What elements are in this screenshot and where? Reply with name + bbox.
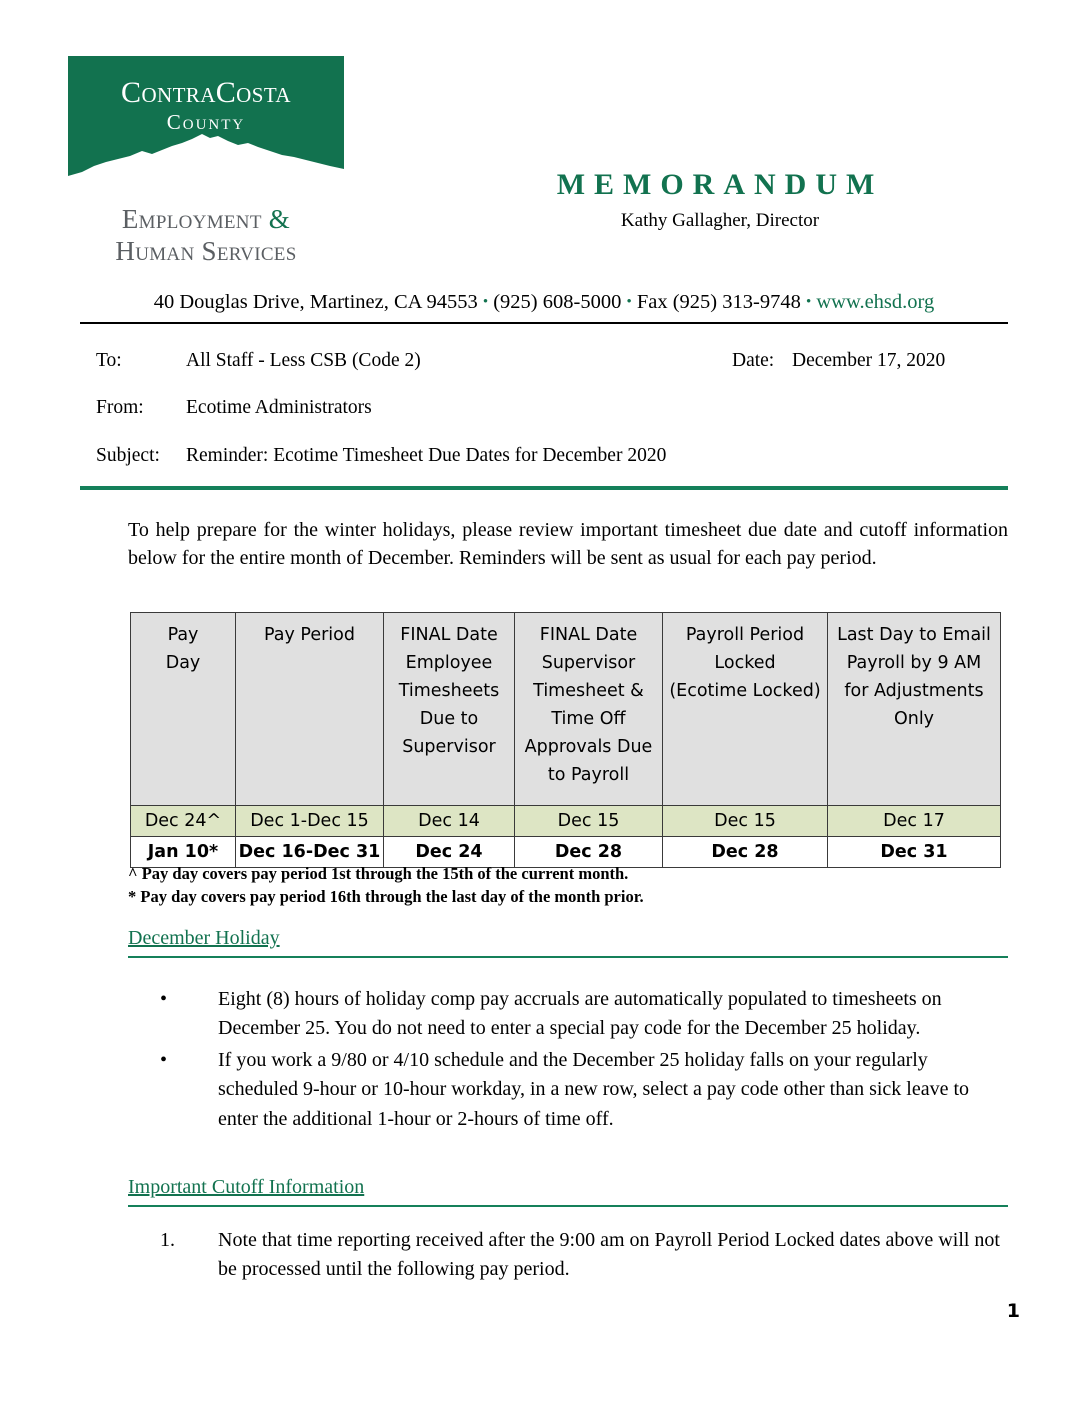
- important-cutoff-numbered-list: [160, 1226, 1010, 1287]
- list-item-text: Eight (8) hours of holiday comp pay accruals are automatically populated to timesheets on December 25. You do not need to enter a special pay code for the December 25 holiday.: [218, 988, 942, 1040]
- table-row: [131, 806, 1001, 837]
- december-holiday-bullet-list: [160, 985, 1010, 1136]
- date-value: December 17, 2020: [792, 350, 946, 371]
- cell-pay-period: Dec 16-Dec 31: [236, 837, 384, 868]
- subject-label: Subject:: [96, 445, 160, 466]
- logo-dept-ampersand: &: [268, 204, 291, 234]
- address-separator-3: •: [805, 294, 812, 310]
- col-header-pay-period: Pay Period: [236, 613, 384, 806]
- to-label: To:: [96, 350, 122, 371]
- section-rule-important-cutoff: [128, 1205, 1008, 1207]
- footnote-asterisk: * Pay day covers pay period 16th through the last day of the month prior.: [128, 887, 644, 907]
- section-heading-december-holiday: December Holiday: [128, 927, 280, 949]
- from-label: From:: [96, 397, 144, 418]
- payroll-schedule-table: [130, 612, 1001, 868]
- cell-supervisor-due: Dec 28: [515, 837, 663, 868]
- header-divider-rule: [80, 322, 1008, 324]
- logo-dept-line1: Employment: [121, 204, 262, 234]
- list-item: [160, 985, 1010, 1044]
- address-street: 40 Douglas Drive, Martinez, CA 94553: [153, 291, 478, 313]
- mountain-silhouette-icon: [68, 132, 344, 194]
- cell-last-day-email: Dec 17: [828, 806, 1001, 837]
- cell-period-locked: Dec 15: [663, 806, 828, 837]
- cell-pay-period: Dec 1-Dec 15: [236, 806, 384, 837]
- logo-mark: [68, 56, 344, 194]
- number-marker: 1.: [160, 1229, 175, 1251]
- agency-address-line: [80, 291, 1008, 314]
- col-header-supervisor-due: FINAL Date Supervisor Timesheet & Time Off Approvals Due to Payroll: [515, 613, 663, 806]
- table-header-row: [131, 613, 1001, 806]
- memorandum-title: MEMORANDUM: [556, 168, 884, 201]
- payroll-schedule-table-wrap: [130, 612, 1000, 868]
- subject-value: Reminder: Ecotime Timesheet Due Dates for December 2020: [186, 445, 667, 466]
- col-header-last-day-email: Last Day to Email Payroll by 9 AM for Adjustments Only: [828, 613, 1001, 806]
- memo-body-divider-rule: [80, 486, 1008, 490]
- cell-period-locked: Dec 28: [663, 837, 828, 868]
- section-rule-december-holiday: [128, 956, 1008, 958]
- address-separator-1: •: [482, 294, 489, 310]
- logo-department-name: [68, 204, 344, 268]
- table-footnotes: [128, 862, 1008, 909]
- list-item: [160, 1046, 1010, 1134]
- date-label: Date:: [732, 350, 775, 371]
- list-item-text: Note that time reporting received after the 9:00 am on Payroll Period Locked dates above will not be processed until the following pay period.: [218, 1229, 1000, 1281]
- to-value: All Staff - Less CSB (Code 2): [186, 350, 421, 371]
- logo-county-name: ContraCosta: [121, 76, 291, 109]
- col-header-pay-day: Pay Day: [131, 613, 236, 806]
- agency-website-link[interactable]: www.ehsd.org: [816, 291, 935, 313]
- address-fax: Fax (925) 313-9748: [636, 291, 801, 313]
- agency-logo: [68, 56, 344, 268]
- list-item-text: If you work a 9/80 or 4/10 schedule and the December 25 holiday falls on your regularly scheduled 9-hour or 10-hour workday, in a new row, select a pay code other than sick leave to enter the additional 1-hour or 2-hours of time off.: [218, 1048, 970, 1130]
- cell-pay-day: Jan 10*: [131, 837, 236, 868]
- logo-county-word: County: [166, 110, 246, 134]
- bullet-marker-icon: •: [160, 1048, 168, 1071]
- col-header-period-locked: Payroll Period Locked (Ecotime Locked): [663, 613, 828, 806]
- cell-employee-due: Dec 14: [384, 806, 515, 837]
- cell-last-day-email: Dec 31: [828, 837, 1001, 868]
- col-header-employee-due: FINAL Date Employee Timesheets Due to Supervisor: [384, 613, 515, 806]
- page-number: 1: [1006, 1300, 1020, 1322]
- section-heading-important-cutoff: Important Cutoff Information: [128, 1176, 365, 1198]
- address-separator-2: •: [626, 294, 632, 310]
- logo-dept-line2: Human Services: [115, 235, 297, 266]
- address-phone: (925) 608-5000: [493, 291, 622, 313]
- intro-paragraph: To help prepare for the winter holidays, please review important timesheet due date and cutoff information below for the entire month of December. Reminders will be sent as usual for each pay period.: [128, 519, 1008, 570]
- cell-supervisor-due: Dec 15: [515, 806, 663, 837]
- list-item: [160, 1226, 1010, 1285]
- cell-employee-due: Dec 24: [384, 837, 515, 868]
- from-value: Ecotime Administrators: [186, 397, 372, 418]
- footnote-caret: ^ Pay day covers pay period 1st through the 15th of the current month.: [128, 864, 629, 883]
- cell-pay-day: Dec 24^: [131, 806, 236, 837]
- bullet-marker-icon: •: [160, 988, 168, 1010]
- director-name: Kathy Gallagher, Director: [620, 210, 820, 231]
